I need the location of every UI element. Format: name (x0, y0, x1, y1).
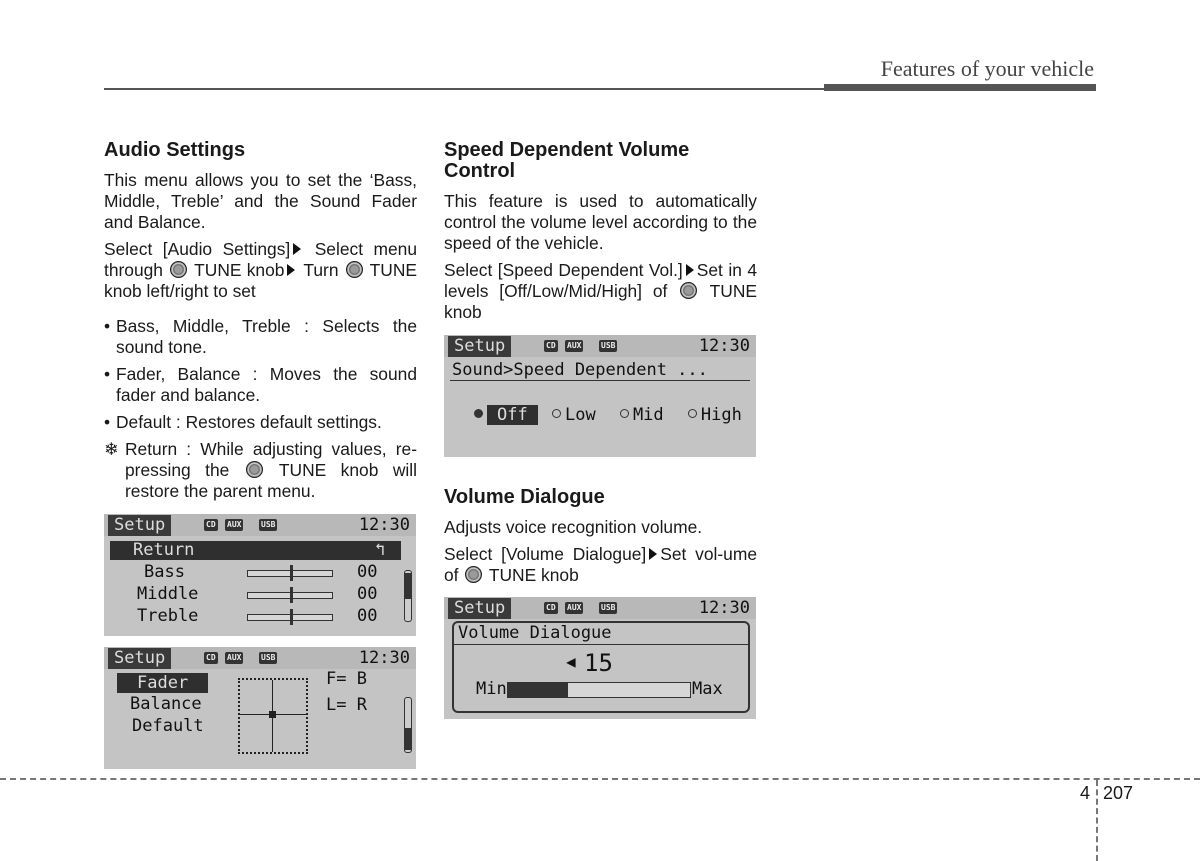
volume-dialogue-instructions: Select [Volume Dialogue] Set vol-ume of TUNE knob (444, 544, 758, 585)
tune-knob-icon (346, 261, 363, 278)
radio-icon (620, 409, 629, 418)
radio-icon (552, 409, 561, 418)
option-high: High (700, 405, 742, 425)
speed-options (474, 405, 742, 425)
volume-dialogue-section (444, 487, 757, 592)
volume-dialogue-screen (444, 597, 756, 719)
screen-header: Setup CD AUX USB 12:30 (104, 514, 416, 536)
screen-header: Setup CD AUX USB 12:30 (444, 597, 756, 619)
audio-settings-heading: Audio Settings (104, 139, 246, 161)
speed-instructions: Select [Speed Dependent Vol.] Set in 4 levels [Off/Low/Mid/High] of TUNE knob (444, 260, 757, 322)
fader-balance-grid (238, 678, 308, 754)
tune-knob-icon (680, 282, 697, 299)
audio-intro: This menu allows you to set the ‘Bass, Middle, Treble’ and the Sound Fader and Balance. (104, 170, 417, 232)
column-right (444, 140, 757, 329)
treble-slider (247, 614, 333, 621)
speed-intro: This feature is used to automatically control the volume level according to the speed of the vehicle. (444, 191, 757, 253)
audio-settings-screen: Setup CD AUX USB 12:30 Return ↰ Bass 00 Middle 00 Treble 00 (104, 514, 416, 636)
tune-knob-icon (246, 461, 263, 478)
speed-dependent-heading: Speed Dependent Volume Control (444, 139, 690, 182)
return-icon: ↰ (374, 540, 385, 560)
arrow-right-icon (287, 264, 295, 276)
tune-knob-icon (465, 566, 482, 583)
slider-thumb (290, 565, 293, 581)
screen-header: Setup CD AUX USB 12:30 (444, 335, 756, 357)
volume-dialogue-heading: Volume Dialogue (444, 486, 605, 508)
volume-panel: Volume Dialogue ◀ 15 Min Max (452, 621, 750, 713)
chapter-number: 4 (1080, 783, 1091, 803)
fader-item: Fader (117, 673, 208, 693)
audio-bullet-list (104, 316, 417, 433)
option-off: Off (487, 405, 538, 425)
header-rule (104, 88, 824, 90)
speed-dependent-screen (444, 335, 756, 457)
volume-value: 15 (584, 649, 613, 677)
option-mid: Mid (632, 405, 664, 425)
list-item: • Default : Restores default settings. (104, 412, 382, 432)
header-rule-thick (824, 84, 1096, 91)
scrollbar (404, 697, 412, 753)
balance-item: Balance (130, 694, 202, 714)
tune-knob-icon (170, 261, 187, 278)
bass-slider (247, 570, 333, 577)
list-item: • Bass, Middle, Treble : Selects the sound tone. (104, 316, 417, 357)
arrow-right-icon (293, 243, 301, 255)
position-marker (269, 711, 276, 718)
footer-divider (1096, 780, 1098, 861)
running-header: Features of your vehicle (880, 56, 1094, 81)
volume-dialogue-intro: Adjusts voice recognition volume. (444, 517, 703, 537)
footer-rule (0, 778, 1200, 780)
default-item: Default (132, 716, 204, 736)
middle-slider (247, 592, 333, 599)
return-row: Return ↰ (110, 541, 401, 560)
note-icon: ❄ (104, 439, 119, 459)
slider-thumb (290, 587, 293, 603)
radio-icon (474, 409, 483, 418)
screen-header: Setup CD AUX USB 12:30 (104, 647, 416, 669)
page-number: 207 (1103, 783, 1134, 803)
arrow-right-icon (686, 264, 694, 276)
screen-path: Sound>Speed Dependent ... (452, 360, 708, 380)
volume-bar-fill (508, 683, 568, 697)
slider-thumb (290, 609, 293, 625)
list-item: • Fader, Balance : Moves the sound fader and balance. (104, 364, 417, 405)
volume-bar (507, 682, 691, 698)
column-left (104, 140, 417, 508)
option-low: Low (564, 405, 596, 425)
audio-instructions: Select [Audio Settings] Select menu through TUNE knob Turn TUNE knob left/right to set (104, 239, 418, 301)
radio-icon (688, 409, 697, 418)
fader-balance-screen: Setup CD AUX USB 12:30 Fader Balance Default F= B L= R (104, 647, 416, 769)
scrollbar (404, 570, 412, 622)
return-note: ❄ Return : While adjusting values, re-pressing the TUNE knob will restore the parent menu. (104, 439, 417, 501)
speaker-icon: ◀ (566, 652, 576, 671)
arrow-right-icon (649, 548, 657, 560)
